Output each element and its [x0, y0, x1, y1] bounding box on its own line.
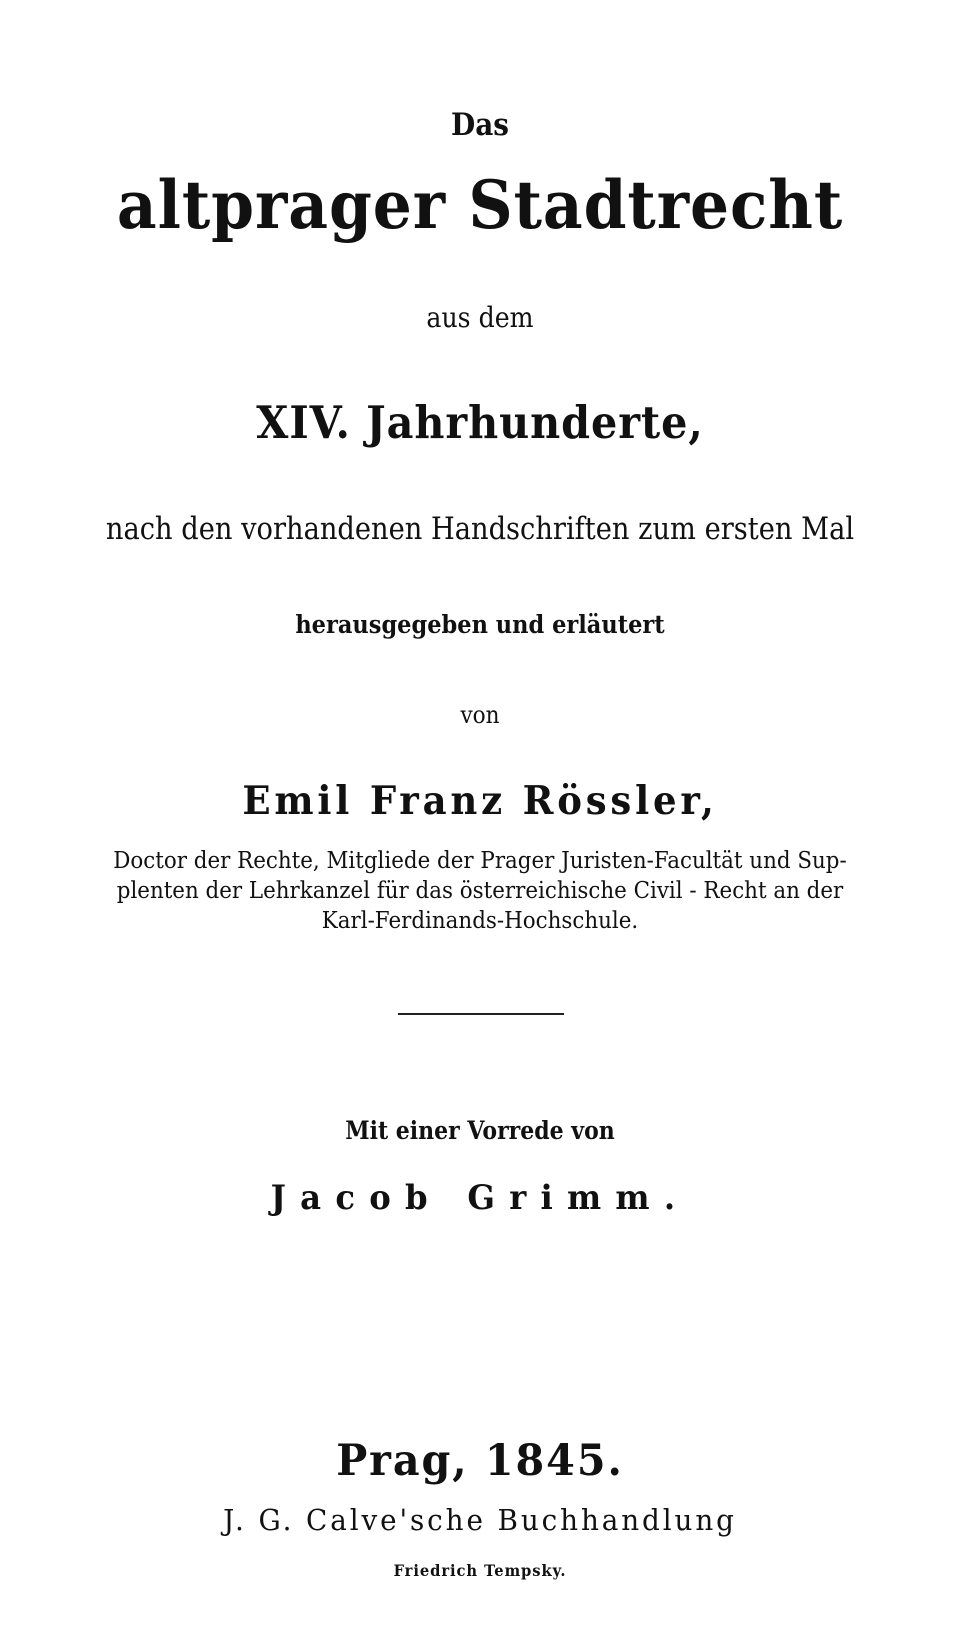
author-description	[34, 846, 927, 936]
author-description-line-3: Karl-Ferdinands-Hochschule.	[321, 908, 639, 934]
publisher-owner: Friedrich Tempsky.	[393, 1561, 567, 1580]
author-description-line-2: plenten der Lehrkanzel für das österreichische Civil - Recht an der	[116, 878, 844, 904]
preface-label: Mit einer Vorrede von	[345, 1116, 615, 1145]
main-title: altprager Stadtrecht	[116, 166, 844, 244]
title-connector: aus dem	[426, 301, 534, 334]
by-label: von	[460, 701, 500, 729]
author-description-line-1: Doctor der Rechte, Mitgliede der Prager Juristen-Facultät und Sup-	[113, 848, 847, 874]
subtitle: nach den vorhandenen Handschriften zum ersten Mal	[105, 511, 855, 547]
author-name: Emil Franz Rössler,	[242, 778, 718, 824]
decorative-divider	[398, 1013, 564, 1015]
publisher-name: J. G. Calve'sche Buchhandlung	[223, 1503, 737, 1537]
edition-note: herausgegeben und erläutert	[295, 610, 665, 639]
place-and-year: Prag, 1845.	[336, 1436, 624, 1486]
century-title: XIV. Jahrhunderte,	[256, 396, 704, 449]
preface-author: Jacob Grimm.	[270, 1178, 690, 1218]
title-prefix: Das	[451, 107, 509, 143]
